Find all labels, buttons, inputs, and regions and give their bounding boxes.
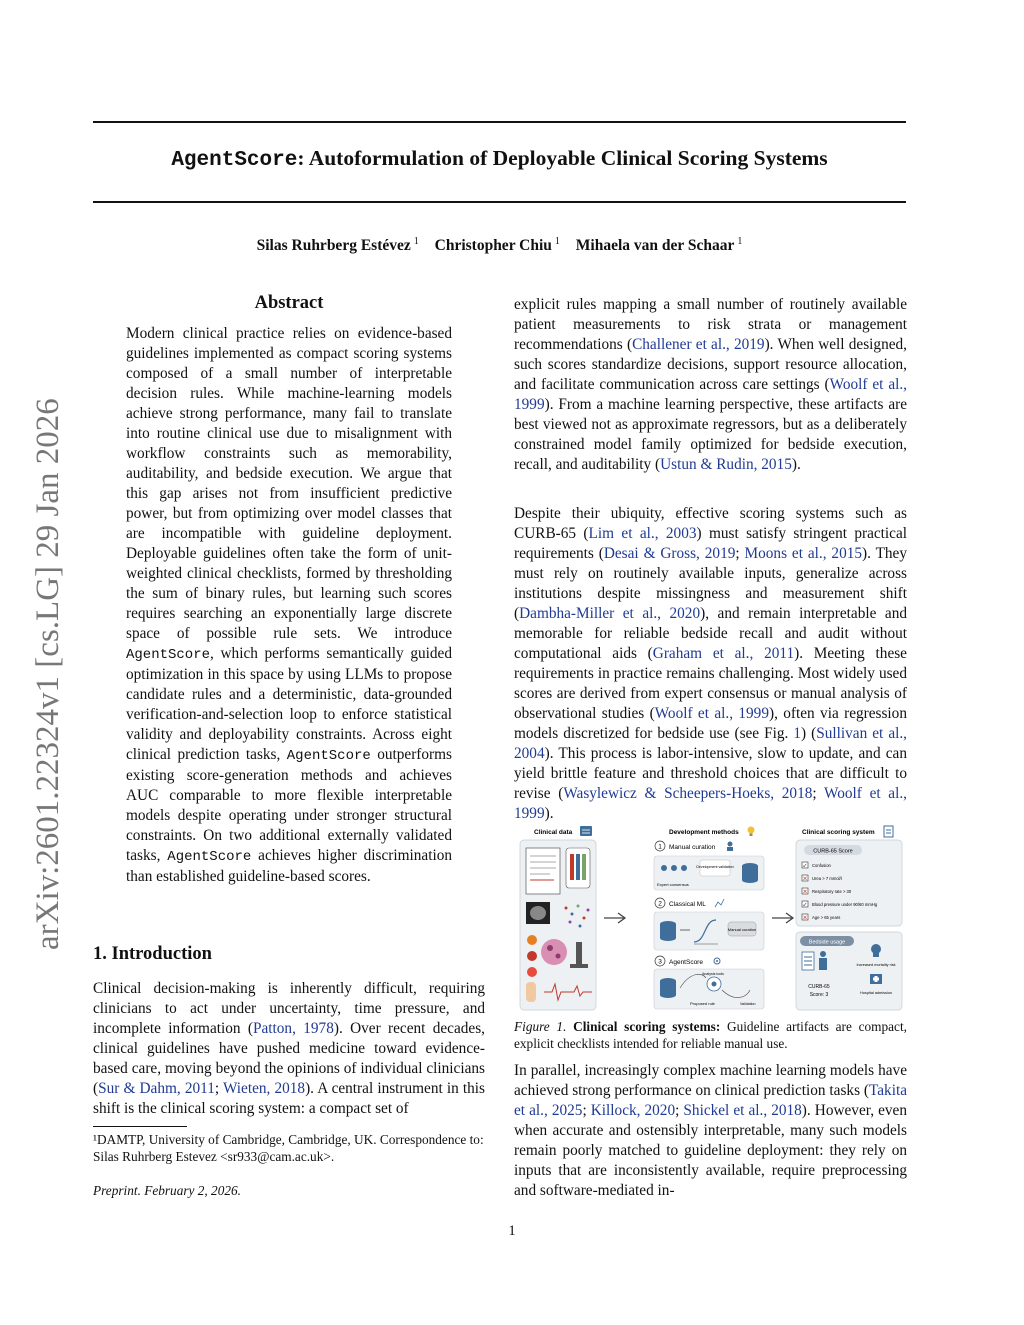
body-text: Despite their ubiquity, effective scoring systems such as CURB-65 ( [514, 505, 907, 542]
figure-1-diagram [514, 822, 907, 1014]
score-item-label: Urea > 7 mmol/l [812, 876, 842, 881]
body-text: ; [735, 545, 745, 562]
citation-link[interactable]: Wasylewicz & Scheepers-Hoeks, 2018 [563, 785, 813, 802]
right-paragraph-1 [514, 295, 907, 475]
abstract-text: Modern clinical practice relies on evidence-based guidelines implemented as compact scoring systems composed of a small number of interpretable decision rules. While machine-learning models achieve strong performance, many fail to translate into routine clinical use due to misalignment with workflow constraints such as memorability, auditability, and bedside execution. We argue that this gap arises not from insufficient predictive power, but from optimizing over model classes that are incompatible with guideline deployment. Deployable guidelines often take the form of unit-weighted clinical checklists, formed by thresholding the sum of binary rules, but learning such scores requires searching an exponentially large discrete space of possible rule sets. We introduce [126, 325, 452, 642]
body-text: ), and remain interpretable and memorable for reliable bedside recall and audit without computational aids ( [514, 605, 907, 662]
citation-link[interactable]: Graham et al., 2011 [652, 645, 795, 662]
author-affiliation: 1 [737, 236, 743, 247]
usage-title: Bedside usage [808, 939, 846, 946]
body-text: ). [544, 805, 554, 822]
paper-title [93, 146, 906, 172]
body-text: ). Meeting these requirements in practice remains challenging. Most widely used scores are derived from expert consensus or manual analysis of observational studies ( [514, 645, 907, 722]
title-rule-top [93, 121, 906, 123]
body-text: ). However, even when accurate and ostensibly interpretable, many such models remain poorly matched to guideline deployment: they rely on inputs that are inconsistently available, require preprocessing and software-mediated in- [514, 1102, 907, 1199]
abstract-text: achieves higher discrimination than established guideline-based scores. [126, 847, 453, 885]
preprint-note: Preprint. February 2, 2026. [93, 1183, 241, 1198]
caption-bold: Clinical scoring systems: [573, 1019, 721, 1034]
method-1-label: Manual curation [669, 844, 716, 851]
author-list [93, 236, 906, 255]
experts-icon [661, 865, 687, 871]
author [435, 237, 560, 254]
body-text: ; [812, 785, 825, 802]
citation-link[interactable]: Challener et al., 2019 [632, 336, 765, 353]
figure-col-title-development: Development methods [669, 829, 739, 836]
page-number: 1 [508, 1223, 516, 1239]
author-affiliation: 1 [554, 236, 560, 247]
intro-paragraph [93, 979, 485, 1119]
body-text: ; [675, 1102, 684, 1119]
method-name: AgentScore [286, 748, 371, 764]
citation-link[interactable]: Wieten, 2018 [222, 1080, 306, 1097]
right-paragraph-3 [514, 1061, 907, 1201]
body-text: ). [791, 456, 801, 473]
citation-link[interactable]: Ustun & Rudin, 2015 [660, 456, 792, 473]
body-text: Clinical decision-making is inherently difficult, requiring clinicians to act under uncertainty, time pressure, and incomplete information ( [93, 980, 485, 1037]
citation-link[interactable]: Shickel et al., 2018 [683, 1102, 802, 1119]
lab-tubes-icon [566, 848, 590, 888]
cross-icon: ✕ [802, 889, 808, 896]
author-name: Christopher Chiu [434, 237, 552, 255]
body-text: ; [582, 1102, 591, 1119]
figure-col-title-scoring: Clinical scoring system [802, 829, 875, 836]
author-affiliation: 1 [413, 236, 419, 247]
organ-icons [527, 935, 537, 977]
abstract-text: , which performs semantically guided optimization in this space by using LLMs to propose candidate rules and a deterministic, data-grounded verification-and-selection loop to enforce statistical validity and deployability constraints. Across eight clinical prediction tasks, [126, 645, 452, 763]
author-name: Silas Ruhrberg Estévez [256, 237, 411, 255]
citation-link[interactable]: Takita et al., 2025 [514, 1082, 907, 1119]
database-icon [660, 978, 676, 998]
score-item-label: Respiratory rate > 30 [812, 889, 852, 894]
checkmark-icon: ✓ [802, 902, 808, 909]
network-icon [714, 958, 720, 964]
method-2-label: Classical ML [669, 901, 706, 908]
database-icon [580, 826, 592, 836]
body-text: ). From a machine learning perspective, these artifacts are best viewed not as approximate regressors, but as a deliberately constrained model family optimized for bedside execution, recall, and auditability ( [514, 396, 907, 473]
method-name: AgentScore [126, 647, 211, 663]
section-heading-introduction: 1. Introduction [93, 944, 212, 964]
clinician-icon [819, 951, 827, 970]
citation-link[interactable]: Sullivan et al., 2004 [514, 725, 908, 762]
hospital-icon [870, 974, 882, 984]
footnote: ¹DAMTP, University of Cambridge, Cambridge, UK. Correspondence to: Silas Ruhrberg Estevez <sr933@cam.ac.uk>. [93, 1132, 484, 1164]
patient-record-icon [526, 848, 560, 894]
body-text: ). Over recent decades, clinical guidelines have pushed medicine toward evidence-based care, moving beyond the opinions of individual clinicians ( [93, 1020, 485, 1097]
citation-link[interactable]: Patton, 1978 [252, 1020, 334, 1037]
cross-icon: ✕ [802, 876, 808, 883]
body-text: ; [214, 1080, 223, 1097]
author-name: Mihaela van der Schaar [575, 237, 735, 255]
author [576, 237, 743, 254]
method-1-note: Development validation [696, 865, 734, 869]
citation-link[interactable]: Killock, 2020 [590, 1102, 676, 1119]
caption-text: Guideline artifacts are compact, explicit checklists intended for reliable manual use. [514, 1019, 907, 1051]
body-text: ), often via regression models discretized for bedside use (see Fig. [514, 705, 907, 742]
body-text: ). They must rely on routinely available inputs, generalize across institutions despite missingness and measurement shift ( [514, 545, 907, 622]
citation-link[interactable]: Moons et al., 2015 [744, 545, 863, 562]
title-mono: AgentScore [171, 149, 298, 172]
citation-link[interactable]: Lim et al., 2003 [588, 525, 697, 542]
method-3-label: AgentScore [669, 959, 703, 966]
author [257, 237, 419, 254]
step-number-label: 1 [658, 843, 662, 851]
method-3-rule: Proposed rule [690, 1001, 715, 1006]
body-text: In parallel, increasingly complex machine learning models have achieved strong performance on clinical prediction tasks ( [514, 1062, 907, 1099]
title-rule-bottom [93, 201, 906, 203]
citation-link[interactable]: Sur & Dahm, 2011 [98, 1080, 215, 1097]
checkmark-icon: ✓ [802, 863, 808, 870]
arxiv-identifier: arXiv:2601.22324v1 [cs.LG] 29 Jan 2026 [30, 398, 66, 950]
body-text: ) must satisfy stringent practical requirements ( [514, 525, 907, 562]
method-1-sub: Expert consensus [657, 882, 689, 887]
score-title: CURB-65 Score [813, 848, 853, 855]
method-3-note: Analysis tools [702, 972, 724, 976]
brain-scan-icon [526, 902, 550, 924]
citation-link[interactable]: Woolf et al., 1999 [654, 705, 769, 722]
database-icon [660, 921, 676, 941]
body-text: ). A central instrument in this shift is the clinical scoring system: a compact set of [93, 1080, 485, 1117]
llm-agent-icon [707, 977, 721, 991]
body-text: explicit rules mapping a small number of routinely available patient measurements to risk strata or management recommendations ( [514, 296, 907, 353]
checklist-icon [802, 952, 814, 970]
score-item-label: Blood pressure under 90/60 mmHg [812, 902, 878, 907]
usage-risk: Increased mortality risk [856, 963, 896, 967]
usage-score-name: CURB-65 [808, 984, 830, 990]
usage-score-value: Score: 3 [809, 992, 829, 998]
body-text: ). When well designed, such scores standardize decisions, support resource allocation, and facilitate communication across care settings ( [514, 336, 907, 393]
abstract-text: outperforms existing score-generation methods and achieves AUC comparable to more flexible interpretable models despite operating under stronger structural constraints. On two additional externally validated tasks, [126, 746, 452, 864]
abstract-heading: Abstract [254, 293, 324, 313]
cross-icon: ✕ [802, 915, 808, 922]
doctor-icon [727, 842, 733, 852]
citation-link[interactable]: Desai & Gross, 2019 [603, 545, 736, 562]
histology-icon [541, 939, 567, 965]
hand-icon [526, 982, 536, 1002]
score-item-label: Age > 65 years [812, 915, 841, 920]
database-icon [742, 863, 758, 883]
lightbulb-icon [748, 827, 755, 837]
citation-link[interactable]: Woolf et al., 1999 [514, 376, 908, 413]
step-number-label: 3 [658, 958, 662, 966]
figure-reference-link[interactable]: 1 [793, 725, 802, 742]
figure-col-title-clinical-data: Clinical data [534, 829, 573, 836]
chart-icon [715, 899, 724, 907]
usage-admission: Hospital admission [860, 991, 892, 995]
checklist-icon [884, 826, 893, 837]
arrow-icon [604, 913, 625, 923]
citation-link[interactable]: Dambha-Miller et al., 2020 [519, 605, 701, 622]
score-item-label: Confusion [812, 863, 831, 868]
figure-1-caption [514, 1018, 907, 1052]
abstract-body [126, 324, 452, 887]
arrow-icon [772, 913, 793, 923]
body-text: ) ( [801, 725, 817, 742]
citation-link[interactable]: Woolf et al., 1999 [514, 785, 907, 822]
method-3-side: Validation [740, 1002, 756, 1006]
method-2-box-label: Manual curation [727, 927, 757, 932]
title-rest: : Autoformulation of Deployable Clinical Scoring Systems [297, 146, 828, 170]
caption-label: Figure 1. [514, 1019, 567, 1034]
footnote-rule [93, 1126, 187, 1127]
step-number-label: 2 [658, 900, 662, 908]
body-text: ). This process is labor-intensive, slow to update, and can yield brittle feature and threshold choices that are difficult to revise ( [514, 745, 907, 802]
method-name: AgentScore [167, 849, 252, 865]
right-paragraph-2 [514, 504, 907, 824]
